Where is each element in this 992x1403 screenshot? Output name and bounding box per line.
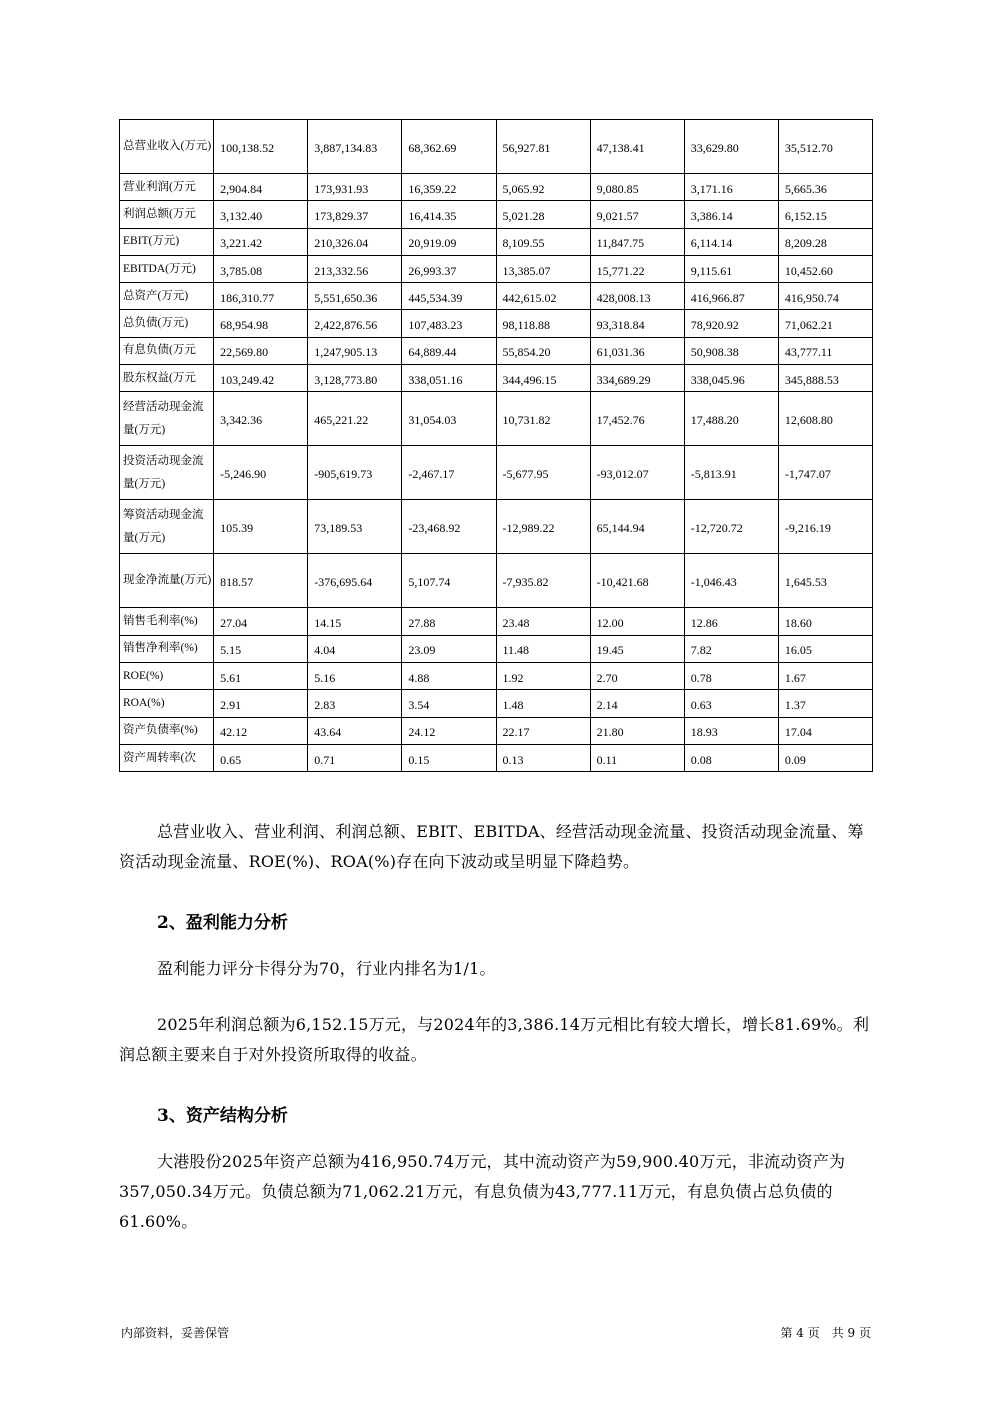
table-cell: 18.93 <box>684 717 778 744</box>
row-label: 销售毛利率(%) <box>120 608 214 635</box>
table-cell: 1.48 <box>496 690 590 717</box>
asset-structure-paragraph <box>119 1147 879 1237</box>
table-row <box>120 608 873 635</box>
table-cell: 21.80 <box>590 717 684 744</box>
table-cell: 4.04 <box>308 635 402 662</box>
table-row <box>120 255 873 282</box>
row-label: 经营活动现金流量(万元) <box>120 392 214 446</box>
table-cell: 71,062.21 <box>778 310 872 337</box>
table-cell: 12.00 <box>590 608 684 635</box>
table-cell: 0.63 <box>684 690 778 717</box>
table-cell: 35,512.70 <box>778 120 872 174</box>
table-cell: 13,385.07 <box>496 255 590 282</box>
profit-total-text: 2025年利润总额为6,152.15万元，与2024年的3,386.14万元相比有较大增长，增长81.69%。利润总额主要来自于对外投资所取得的收益。 <box>119 1015 870 1064</box>
table-cell: 0.08 <box>684 744 778 771</box>
table-cell: 4.88 <box>402 662 496 689</box>
table-cell: 173,931.93 <box>308 174 402 201</box>
table-cell: 465,221.22 <box>308 392 402 446</box>
table-cell: 56,927.81 <box>496 120 590 174</box>
table-cell: 68,362.69 <box>402 120 496 174</box>
table-cell: 428,008.13 <box>590 283 684 310</box>
table-row <box>120 500 873 554</box>
section-2-heading: 2、盈利能力分析 <box>157 913 288 933</box>
row-label: 筹资活动现金流量(万元) <box>120 500 214 554</box>
table-cell: 8,109.55 <box>496 228 590 255</box>
table-cell: 0.11 <box>590 744 684 771</box>
table-cell: 10,731.82 <box>496 392 590 446</box>
table-cell: 11,847.75 <box>590 228 684 255</box>
table-cell: 0.65 <box>214 744 308 771</box>
row-label: 投资活动现金流量(万元) <box>120 446 214 500</box>
table-cell: 22,569.80 <box>214 337 308 364</box>
row-label: 资产周转率(次 <box>120 744 214 771</box>
table-cell: 23.09 <box>402 635 496 662</box>
table-cell: 24.12 <box>402 717 496 744</box>
table-cell: 3,386.14 <box>684 201 778 228</box>
row-label: 现金净流量(万元) <box>120 554 214 608</box>
row-label: 总负债(万元) <box>120 310 214 337</box>
profit-total-paragraph <box>119 1010 879 1070</box>
footer-confidential: 内部资料，妥善保管 <box>121 1326 230 1340</box>
financial-indicators-table <box>119 119 873 772</box>
footer-page-number: 第 4 页 共 9 页 <box>780 1326 871 1340</box>
table-cell: 68,954.98 <box>214 310 308 337</box>
table-cell: 2,904.84 <box>214 174 308 201</box>
table-cell: 344,496.15 <box>496 365 590 392</box>
table-cell: 2.91 <box>214 690 308 717</box>
asset-structure-text: 大港股份2025年资产总额为416,950.74万元，其中流动资产为59,900.40万元，非流动资产为357,050.34万元。负债总额为71,062.21万元，有息负债为43,777.11万元，有息负债占总负债的61.60%。 <box>119 1152 846 1231</box>
table-cell: 338,045.96 <box>684 365 778 392</box>
table-cell: 3,128,773.80 <box>308 365 402 392</box>
table-cell: 3,785.08 <box>214 255 308 282</box>
table-cell: 12.86 <box>684 608 778 635</box>
summary-text: 总营业收入、营业利润、利润总额、EBIT、EBITDA、经营活动现金流量、投资活动现金流量、筹资活动现金流量、ROE(%)、ROA(%)存在向下波动或呈明显下降趋势。 <box>119 822 864 871</box>
table-cell: 416,950.74 <box>778 283 872 310</box>
table-cell: -9,216.19 <box>778 500 872 554</box>
table-cell: 818.57 <box>214 554 308 608</box>
table-cell: 23.48 <box>496 608 590 635</box>
table-row <box>120 283 873 310</box>
table-cell: 20,919.09 <box>402 228 496 255</box>
table-cell: 3,221.42 <box>214 228 308 255</box>
table-cell: 19.45 <box>590 635 684 662</box>
table-cell: -7,935.82 <box>496 554 590 608</box>
profitability-score-text: 盈利能力评分卡得分为70，行业内排名为1/1。 <box>157 959 496 978</box>
table-cell: 6,114.14 <box>684 228 778 255</box>
table-cell: -1,046.43 <box>684 554 778 608</box>
table-cell: 78,920.92 <box>684 310 778 337</box>
table-row <box>120 662 873 689</box>
table-cell: -93,012.07 <box>590 446 684 500</box>
table-cell: 22.17 <box>496 717 590 744</box>
row-label: 资产负债率(%) <box>120 717 214 744</box>
table-cell: 210,326.04 <box>308 228 402 255</box>
table-row <box>120 228 873 255</box>
table-cell: 445,534.39 <box>402 283 496 310</box>
table-cell: 3,887,134.83 <box>308 120 402 174</box>
table-cell: 0.15 <box>402 744 496 771</box>
table-row <box>120 337 873 364</box>
table-cell: 93,318.84 <box>590 310 684 337</box>
table-cell: -905,619.73 <box>308 446 402 500</box>
table-cell: 107,483.23 <box>402 310 496 337</box>
table-cell: 33,629.80 <box>684 120 778 174</box>
table-cell: 2.70 <box>590 662 684 689</box>
table-row <box>120 310 873 337</box>
table-cell: 9,115.61 <box>684 255 778 282</box>
table-cell: 14.15 <box>308 608 402 635</box>
table-cell: 26,993.37 <box>402 255 496 282</box>
table-cell: 105.39 <box>214 500 308 554</box>
table-cell: 55,854.20 <box>496 337 590 364</box>
table-cell: 3.54 <box>402 690 496 717</box>
row-label: ROA(%) <box>120 690 214 717</box>
table-cell: 43,777.11 <box>778 337 872 364</box>
table-cell: 98,118.88 <box>496 310 590 337</box>
row-label: 总资产(万元) <box>120 283 214 310</box>
table-cell: 1.92 <box>496 662 590 689</box>
table-cell: 7.82 <box>684 635 778 662</box>
table-cell: 31,054.03 <box>402 392 496 446</box>
table-cell: -10,421.68 <box>590 554 684 608</box>
table-cell: 17,452.76 <box>590 392 684 446</box>
table-cell: 65,144.94 <box>590 500 684 554</box>
section-3-heading: 3、资产结构分析 <box>157 1106 288 1126</box>
table-row <box>120 201 873 228</box>
table-cell: 1,247,905.13 <box>308 337 402 364</box>
table-cell: 2.14 <box>590 690 684 717</box>
table-cell: 5,021.28 <box>496 201 590 228</box>
table-cell: 12,608.80 <box>778 392 872 446</box>
table-cell: -1,747.07 <box>778 446 872 500</box>
table-cell: 9,021.57 <box>590 201 684 228</box>
table-row <box>120 744 873 771</box>
table-row <box>120 174 873 201</box>
table-cell: -5,813.91 <box>684 446 778 500</box>
table-cell: 15,771.22 <box>590 255 684 282</box>
table-cell: 17.04 <box>778 717 872 744</box>
table-cell: 3,342.36 <box>214 392 308 446</box>
table-cell: -376,695.64 <box>308 554 402 608</box>
table-cell: 27.88 <box>402 608 496 635</box>
table-cell: 442,615.02 <box>496 283 590 310</box>
table-cell: 11.48 <box>496 635 590 662</box>
table-cell: 43.64 <box>308 717 402 744</box>
table-row <box>120 717 873 744</box>
table-cell: 47,138.41 <box>590 120 684 174</box>
row-label: 有息负债(万元 <box>120 337 214 364</box>
summary-paragraph <box>119 817 879 877</box>
table-cell: 100,138.52 <box>214 120 308 174</box>
table-cell: 5,665.36 <box>778 174 872 201</box>
table-cell: 3,132.40 <box>214 201 308 228</box>
table-cell: 61,031.36 <box>590 337 684 364</box>
table-cell: 1.37 <box>778 690 872 717</box>
table-cell: 50,908.38 <box>684 337 778 364</box>
table-cell: -5,246.90 <box>214 446 308 500</box>
row-label: 利润总额(万元 <box>120 201 214 228</box>
table-cell: 186,310.77 <box>214 283 308 310</box>
table-cell: 345,888.53 <box>778 365 872 392</box>
table-cell: 103,249.42 <box>214 365 308 392</box>
table-cell: 5.61 <box>214 662 308 689</box>
table-cell: 0.78 <box>684 662 778 689</box>
table-cell: 9,080.85 <box>590 174 684 201</box>
table-cell: 5,065.92 <box>496 174 590 201</box>
profitability-score-paragraph <box>119 954 879 984</box>
table-cell: 334,689.29 <box>590 365 684 392</box>
table-cell: 173,829.37 <box>308 201 402 228</box>
table-cell: 213,332.56 <box>308 255 402 282</box>
table-row <box>120 120 873 174</box>
table-cell: 10,452.60 <box>778 255 872 282</box>
table-cell: -2,467.17 <box>402 446 496 500</box>
table-row <box>120 446 873 500</box>
table-cell: -23,468.92 <box>402 500 496 554</box>
table-cell: 3,171.16 <box>684 174 778 201</box>
row-label: EBITDA(万元) <box>120 255 214 282</box>
table-cell: 0.71 <box>308 744 402 771</box>
table-row <box>120 365 873 392</box>
table-cell: 5.15 <box>214 635 308 662</box>
table-cell: 1.67 <box>778 662 872 689</box>
row-label: 营业利润(万元 <box>120 174 214 201</box>
table-cell: 5,107.74 <box>402 554 496 608</box>
table-row <box>120 635 873 662</box>
row-label: 销售净利率(%) <box>120 635 214 662</box>
table-cell: -12,989.22 <box>496 500 590 554</box>
table-cell: 42.12 <box>214 717 308 744</box>
table-cell: 64,889.44 <box>402 337 496 364</box>
table-cell: 338,051.16 <box>402 365 496 392</box>
table-cell: 27.04 <box>214 608 308 635</box>
table-cell: 0.09 <box>778 744 872 771</box>
table-cell: 16,359.22 <box>402 174 496 201</box>
row-label: 总营业收入(万元) <box>120 120 214 174</box>
table-cell: 416,966.87 <box>684 283 778 310</box>
row-label: EBIT(万元) <box>120 228 214 255</box>
table-row <box>120 392 873 446</box>
table-cell: 16,414.35 <box>402 201 496 228</box>
table-row <box>120 554 873 608</box>
table-cell: 0.13 <box>496 744 590 771</box>
table-cell: 73,189.53 <box>308 500 402 554</box>
table-cell: 5,551,650.36 <box>308 283 402 310</box>
table-cell: 17,488.20 <box>684 392 778 446</box>
table-cell: 18.60 <box>778 608 872 635</box>
table-cell: 6,152.15 <box>778 201 872 228</box>
table-row <box>120 690 873 717</box>
table-cell: 8,209.28 <box>778 228 872 255</box>
table-cell: 2.83 <box>308 690 402 717</box>
table-cell: -12,720.72 <box>684 500 778 554</box>
row-label: ROE(%) <box>120 662 214 689</box>
table-body <box>120 120 873 772</box>
table-cell: 1,645.53 <box>778 554 872 608</box>
row-label: 股东权益(万元 <box>120 365 214 392</box>
table-cell: 2,422,876.56 <box>308 310 402 337</box>
table-cell: 5.16 <box>308 662 402 689</box>
table-cell: 16.05 <box>778 635 872 662</box>
table-cell: -5,677.95 <box>496 446 590 500</box>
